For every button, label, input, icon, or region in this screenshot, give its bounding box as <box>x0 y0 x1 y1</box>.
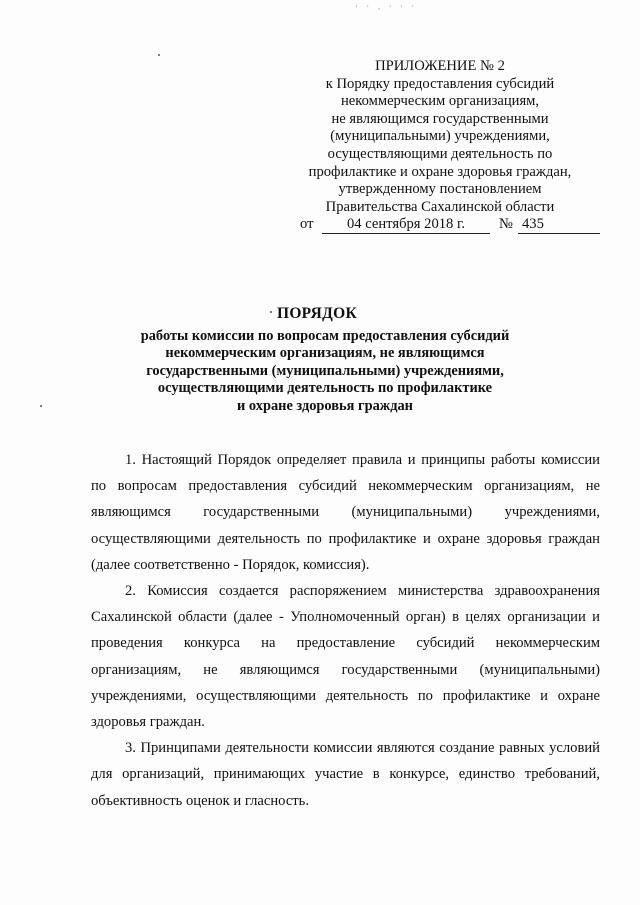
document-body <box>91 447 600 814</box>
paragraph-3: 3. Принципами деятельности комиссии являются создание равных условий для организаций, принимающих участие в конкурсе, единство требований, объективность оценок и гласность. <box>91 740 600 809</box>
number-sign: № <box>499 216 513 232</box>
subtitle-line: государственными (муниципальными) учреждениями, <box>146 362 504 379</box>
appendix-title: ПРИЛОЖЕНИЕ № 2 <box>375 58 505 74</box>
date-prefix: от <box>300 216 314 232</box>
appendix-line: Правительства Сахалинской области <box>325 198 555 215</box>
subtitle-line: и охране здоровья граждан <box>237 397 413 414</box>
scan-artifact: ˙ ˙ · ˙ ˙ ˙ <box>355 4 418 14</box>
document-title <box>0 305 640 415</box>
appendix-line: профилактике и охране здоровья граждан, <box>308 163 572 180</box>
subtitle-line: осуществляющими деятельность по профилактике <box>157 380 493 397</box>
appendix-line: не являющимся государственными <box>331 110 549 127</box>
resolution-date: 04 сентября 2018 г. <box>322 216 490 234</box>
paragraph-2: 2. Комиссия создается распоряжением министерства здравоохранения Сахалинской области (далее - Уполномоченный орган) в целях организации и проведения конкурса на предоставление субсидий некоммерческим организациям, не являющимся государственными (муниципальными) учреждениями, осуществляющими деятельность по профилактике и охране здоровья граждан. <box>91 583 600 731</box>
paragraph-1: 1. Настоящий Порядок определяет правила и принципы работы комиссии по вопросам предоставления субсидий некоммерческим организациям, не являющимся государственными (муниципальными) учреждениями, осуществляющими деятельность по профилактике и охране здоровья граждан (далее соответственно - Порядок, комиссия). <box>91 452 600 573</box>
appendix-line: к Порядку предоставления субсидий <box>325 75 555 92</box>
appendix-line: утвержденному постановлением <box>338 181 542 198</box>
document-heading: ПОРЯДОК <box>276 305 358 322</box>
appendix-line: (муниципальными) учреждениями, <box>330 128 550 145</box>
subtitle-line: некоммерческим организациям, не являющимся <box>165 345 485 362</box>
appendix-line: осуществляющими деятельность по <box>327 145 553 162</box>
appendix-header <box>290 58 590 216</box>
subtitle-line: работы комиссии по вопросам предоставления субсидий <box>140 328 510 344</box>
document-subtitle <box>10 328 640 415</box>
resolution-number: 435 <box>518 216 600 234</box>
scan-speck <box>158 54 160 56</box>
appendix-line: некоммерческим организациям, <box>340 93 540 110</box>
